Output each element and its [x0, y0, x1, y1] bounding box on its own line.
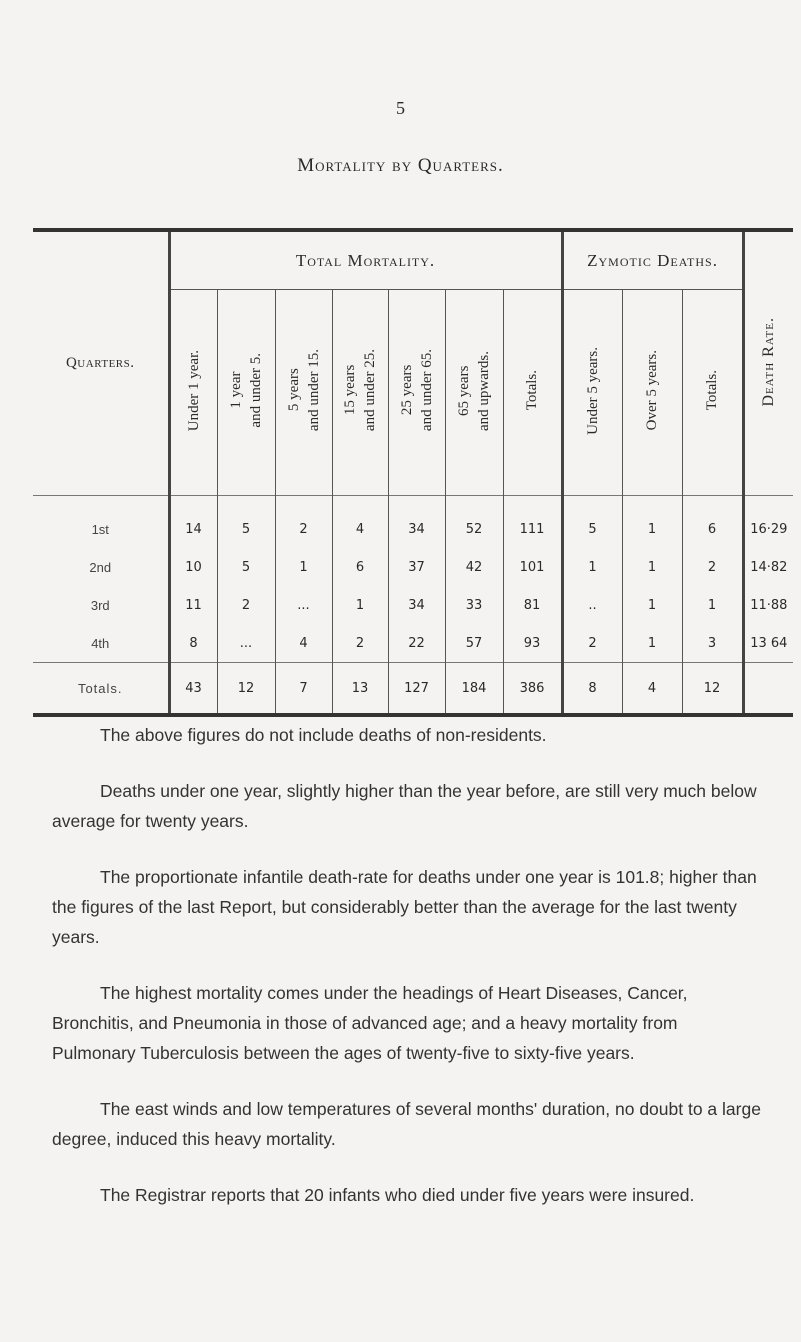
cell: 34	[388, 510, 445, 548]
quarters-header: Quarters.	[65, 355, 135, 371]
death-rate-cell	[743, 663, 793, 716]
cell: ..	[562, 586, 622, 624]
cell: 1	[682, 586, 743, 624]
cell: ...	[275, 586, 332, 624]
cell: 42	[445, 548, 503, 586]
cell: 4	[275, 624, 332, 663]
col-25-to-65-years: 25 years and under 65.	[388, 290, 445, 496]
cell: 12	[217, 663, 275, 716]
cell: 5	[562, 510, 622, 548]
col-65-and-upwards: 65 years and upwards.	[445, 290, 503, 496]
body-text	[52, 720, 764, 1236]
cell: 4	[622, 663, 682, 716]
cell: 13	[332, 663, 388, 716]
totals-row	[33, 663, 793, 716]
col-zymotic-totals: Totals.	[682, 290, 743, 496]
table-row	[33, 624, 793, 663]
cell: 52	[445, 510, 503, 548]
cell: 1	[622, 510, 682, 548]
col-zymotic-over-5: Over 5 years.	[622, 290, 682, 496]
col-1-to-5-years: 1 year and under 5.	[217, 290, 275, 496]
mortality-table-container	[33, 228, 793, 717]
death-rate-header: Death Rate.	[743, 230, 793, 496]
cell: 93	[503, 624, 562, 663]
cell: 5	[217, 510, 275, 548]
cell: 34	[388, 586, 445, 624]
cell: 101	[503, 548, 562, 586]
quarter-label: 3rd	[90, 597, 110, 613]
quarter-label: 4th	[91, 635, 110, 651]
cell: 8	[169, 624, 217, 663]
col-mortality-totals: Totals.	[503, 290, 562, 496]
cell: 184	[445, 663, 503, 716]
cell: 6	[332, 548, 388, 586]
quarter-label: 2nd	[89, 559, 112, 575]
table-row	[33, 548, 793, 586]
paragraph: The above figures do not include deaths of non-residents.	[100, 725, 547, 745]
header-group-row	[33, 230, 793, 290]
mortality-table	[33, 228, 793, 717]
cell: 7	[275, 663, 332, 716]
cell: 4	[332, 510, 388, 548]
cell: 43	[169, 663, 217, 716]
col-15-to-25-years: 15 years and under 25.	[332, 290, 388, 496]
totals-label: Totals.	[33, 663, 169, 716]
cell: 81	[503, 586, 562, 624]
header-separator	[33, 496, 793, 511]
cell: 14	[169, 510, 217, 548]
cell: 12	[682, 663, 743, 716]
death-rate-cell: 13 64	[743, 624, 793, 663]
cell: 5	[217, 548, 275, 586]
paragraph: Deaths under one year, slightly higher than the year before, are still very much below average for twenty years.	[52, 781, 757, 831]
zymotic-deaths-header: Zymotic Deaths.	[562, 230, 743, 290]
col-5-to-15-years: 5 years and under 15.	[275, 290, 332, 496]
cell: 2	[332, 624, 388, 663]
cell: 2	[275, 510, 332, 548]
cell: 1	[622, 586, 682, 624]
cell: 57	[445, 624, 503, 663]
cell: 22	[388, 624, 445, 663]
cell: 386	[503, 663, 562, 716]
paragraph: The east winds and low temperatures of several months' duration, no doubt to a large degree, induced this heavy mortality.	[52, 1099, 761, 1149]
cell: 37	[388, 548, 445, 586]
death-rate-cell: 11·88	[743, 586, 793, 624]
cell: 2	[682, 548, 743, 586]
quarter-label: 1st	[91, 521, 109, 537]
col-zymotic-under-5: Under 5 years.	[562, 290, 622, 496]
cell: 10	[169, 548, 217, 586]
cell: 33	[445, 586, 503, 624]
death-rate-cell: 14·82	[743, 548, 793, 586]
cell: 2	[562, 624, 622, 663]
cell: 1	[275, 548, 332, 586]
cell: ...	[217, 624, 275, 663]
cell: 11	[169, 586, 217, 624]
cell: 2	[217, 586, 275, 624]
cell: 1	[622, 548, 682, 586]
cell: 1	[622, 624, 682, 663]
cell: 8	[562, 663, 622, 716]
cell: 111	[503, 510, 562, 548]
paragraph: The highest mortality comes under the headings of Heart Diseases, Cancer, Bronchitis, and Pneumonia in those of advanced age; and a heavy mortality from Pulmonary Tuberculosis between the ages of twenty-five to sixty-five years.	[52, 983, 688, 1063]
death-rate-cell: 16·29	[743, 510, 793, 548]
total-mortality-header: Total Mortality.	[169, 230, 562, 290]
cell: 6	[682, 510, 743, 548]
page-title: Mortality by Quarters.	[297, 155, 504, 176]
paragraph: The Registrar reports that 20 infants who died under five years were insured.	[100, 1185, 695, 1205]
cell: 1	[332, 586, 388, 624]
page-number: 5	[396, 98, 405, 118]
cell: 127	[388, 663, 445, 716]
cell: 3	[682, 624, 743, 663]
col-under-1-year: Under 1 year.	[169, 290, 217, 496]
paragraph: The proportionate infantile death-rate for deaths under one year is 101.8; higher than the figures of the last Report, but considerably better than the average for the last twenty years.	[52, 867, 757, 947]
table-row	[33, 510, 793, 548]
table-row	[33, 586, 793, 624]
cell: 1	[562, 548, 622, 586]
